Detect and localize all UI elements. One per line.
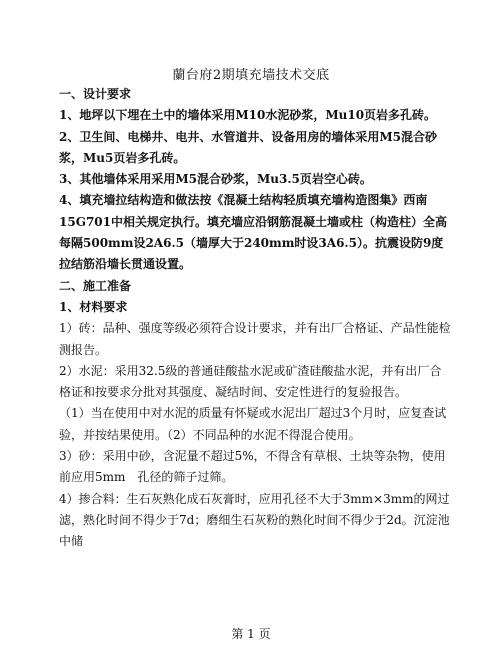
paragraph: 3）砂：采用中砂，含泥量不超过5%，不得含有草根、土块等杂物，使用前应用5mm 孔径的筛子过筛。 [59,449,446,485]
paragraph: 1）砖：品种、强度等级必须符合设计要求，并有出厂合格证、产品性能检测报告。 [59,321,451,357]
document-title: 蘭台府2期填充墙技术交底 [172,68,330,83]
paragraph: 4）掺合料：生石灰熟化成石灰膏时，应用孔径不大于3mm×3mm的网过滤，熟化时间不得少于7d；磨细生石灰粉的熟化时间不得少于2d。沉淀池中储 [59,491,450,549]
page-number: 第 1 页 [231,627,271,641]
paragraph: 3、其他墙体采用采用M5混合砂浆，Mu3.5页岩空心砖。 [59,172,372,187]
paragraph: 4、填充墙拉结构造和做法按《混凝土结构轻质填充墙构造图集》西南15G701中相关规定执行。填充墙应沿钢筋混凝土墙或柱（构造柱）全高每隔500mm设2A6.5（墙厚大于240mm时设3A6.5）。抗震设防9度拉结筋沿墙长贯通设置。 [59,193,447,272]
paragraph: 2）水泥：采用32.5级的普通硅酸盐水泥或矿渣硅酸盐水泥，并有出厂合格证和按要求分批对其强度、凝结时间、安定性进行的复验报告。 [59,363,442,400]
paragraph: （1）当在使用中对水泥的质量有怀疑或水泥出厂超过3个月时，应复查试验，并按结果使用。（2）不同品种的水泥不得混合使用。 [59,406,447,442]
subsection-heading: 1、材料要求 [59,299,128,314]
section-heading: 一、设计要求 [59,87,132,101]
paragraph: 2、卫生间、电梯井、电井、水管道井、设备用房的墙体采用M5混合砂浆，Mu5页岩多孔砖。 [59,129,437,165]
paragraph: 1、地坪以下埋在土中的墙体采用M10水泥砂浆，Mu10页岩多孔砖。 [59,108,437,123]
document-body [59,84,451,553]
section-heading: 二、施工准备 [59,278,132,293]
